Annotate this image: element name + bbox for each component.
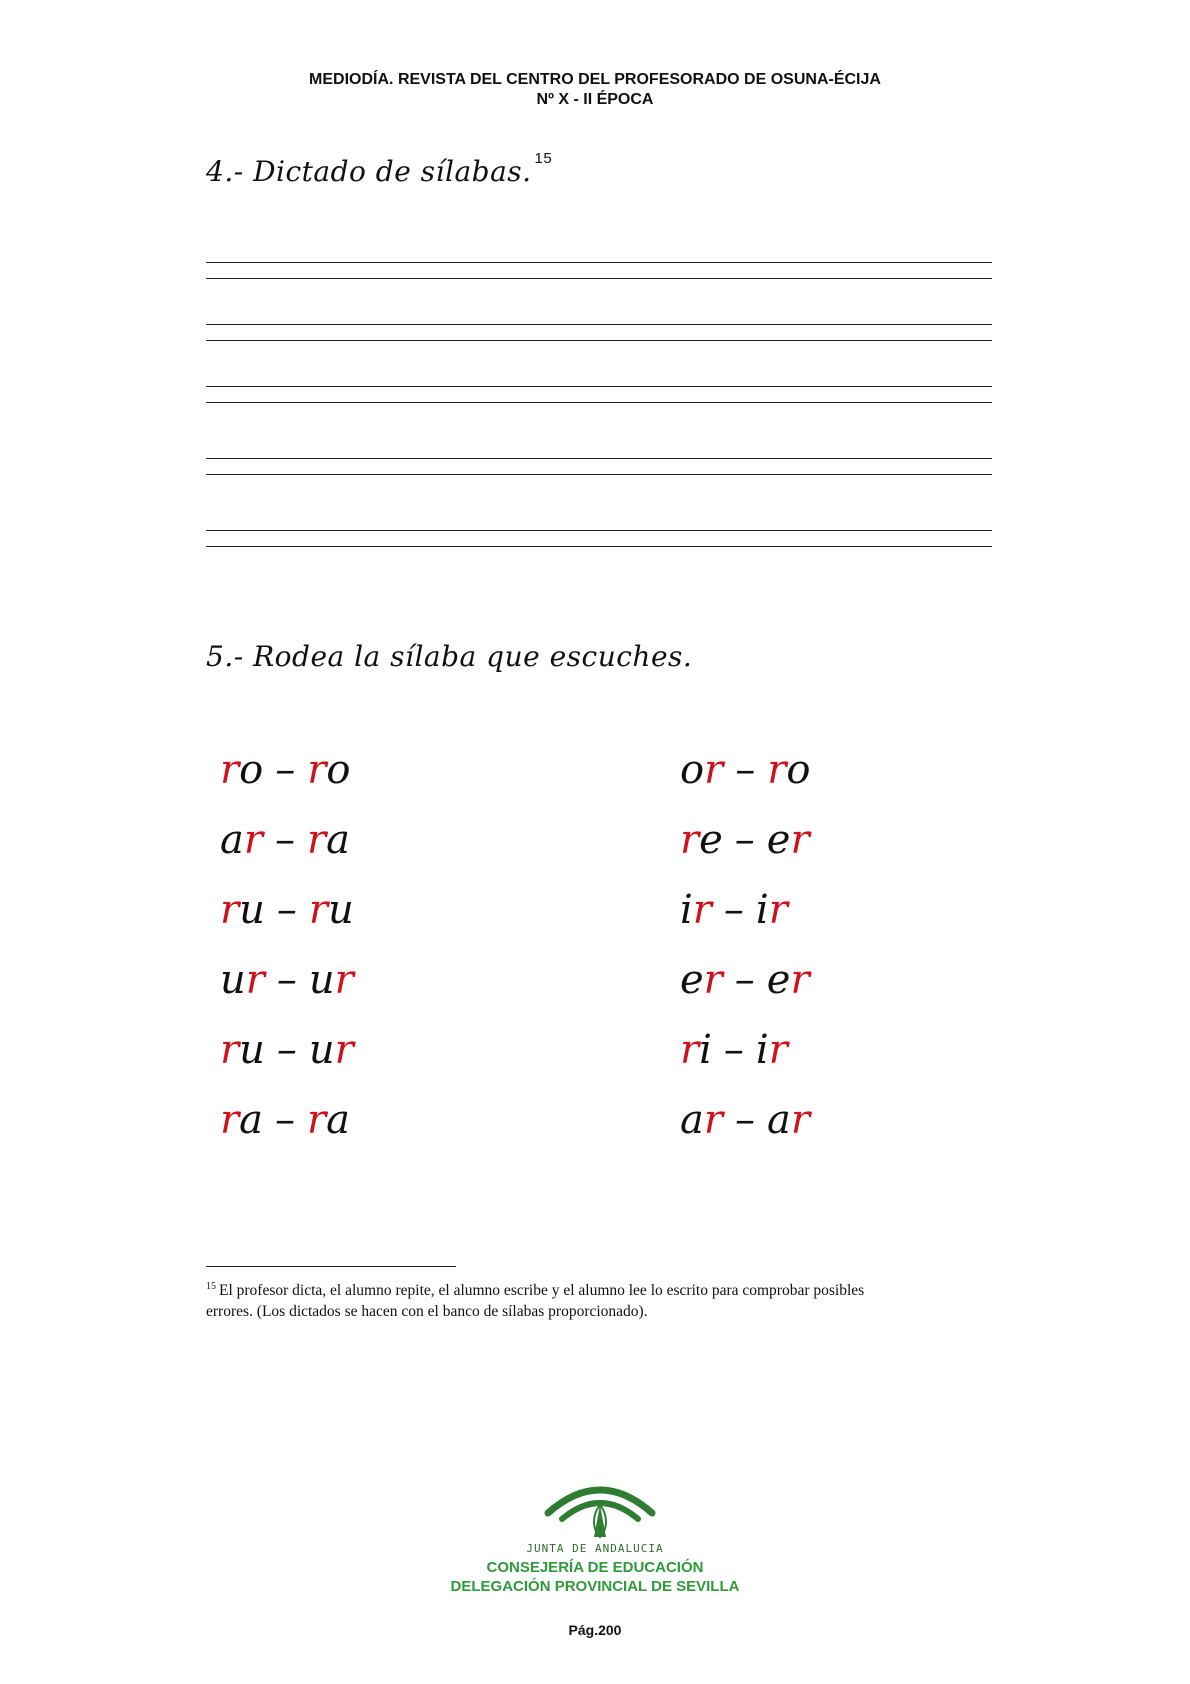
separator-dash: – bbox=[735, 747, 756, 793]
section-5-title-text: 5.- Rodea la sílaba que escuches. bbox=[206, 640, 693, 673]
separator-dash: – bbox=[734, 817, 755, 863]
letter: a bbox=[680, 1097, 704, 1143]
organization-name bbox=[0, 1558, 1190, 1596]
separator-dash: – bbox=[734, 1097, 755, 1143]
letter: a bbox=[326, 1097, 350, 1143]
section-4-title bbox=[206, 150, 552, 188]
syllable-pair-right-2 bbox=[680, 815, 810, 865]
syllable-option[interactable] bbox=[680, 887, 712, 933]
org-line-1: CONSEJERÍA DE EDUCACIÓN bbox=[486, 1559, 704, 1576]
syllable-pair-left-1 bbox=[220, 745, 350, 795]
writing-line bbox=[206, 386, 992, 387]
footnote-text: El profesor dicta, el alumno repite, el alumno escribe y el alumno lee lo escrito para comprobar posibles errores. (Los dictados se hacen con el banco de sílabas proporcionado). bbox=[206, 1282, 865, 1320]
writing-line bbox=[206, 402, 992, 403]
syllable-option[interactable] bbox=[767, 957, 810, 1003]
page-header bbox=[0, 70, 1190, 110]
highlight-letter: r bbox=[334, 1027, 354, 1073]
separator-dash: – bbox=[723, 1027, 744, 1073]
org-line-2: DELEGACIÓN PROVINCIAL DE SEVILLA bbox=[450, 1578, 740, 1595]
letter: i bbox=[755, 887, 769, 933]
letter: e bbox=[680, 957, 704, 1003]
syllable-option[interactable] bbox=[220, 887, 265, 933]
syllable-option[interactable] bbox=[307, 817, 350, 863]
writing-line bbox=[206, 340, 992, 341]
syllable-pair-left-6 bbox=[220, 1095, 350, 1145]
highlight-letter: r bbox=[680, 817, 700, 863]
syllable-option[interactable] bbox=[309, 887, 354, 933]
highlight-letter: r bbox=[790, 1097, 810, 1143]
highlight-letter: r bbox=[243, 817, 263, 863]
letter: o bbox=[326, 747, 351, 793]
letter: u bbox=[328, 887, 354, 933]
highlight-letter: r bbox=[334, 957, 354, 1003]
highlight-letter: r bbox=[220, 887, 240, 933]
syllable-option[interactable] bbox=[220, 1097, 263, 1143]
issue-number: Nº X - II ÉPOCA bbox=[536, 91, 654, 108]
footnote-divider bbox=[206, 1266, 456, 1267]
separator-dash: – bbox=[274, 817, 295, 863]
writing-line bbox=[206, 324, 992, 325]
syllable-option[interactable] bbox=[680, 1027, 712, 1073]
syllable-option[interactable] bbox=[756, 887, 788, 933]
syllable-pair-left-4 bbox=[220, 955, 354, 1005]
separator-dash: – bbox=[276, 1027, 297, 1073]
journal-title: MEDIODÍA. REVISTA DEL CENTRO DEL PROFESORADO DE OSUNA-ÉCIJA bbox=[309, 71, 881, 88]
highlight-letter: r bbox=[768, 1027, 788, 1073]
syllable-pair-right-4 bbox=[680, 955, 810, 1005]
syllable-option[interactable] bbox=[680, 1097, 723, 1143]
letter: i bbox=[755, 1027, 769, 1073]
letter: e bbox=[766, 817, 791, 863]
letter: a bbox=[766, 1097, 791, 1143]
footnote-reference: 15 bbox=[534, 150, 553, 167]
separator-dash: – bbox=[276, 887, 297, 933]
writing-line bbox=[206, 474, 992, 475]
syllable-pair-right-3 bbox=[680, 885, 788, 935]
highlight-letter: r bbox=[767, 747, 787, 793]
writing-line bbox=[206, 530, 992, 531]
separator-dash: – bbox=[274, 1097, 295, 1143]
syllable-pair-right-1 bbox=[680, 745, 810, 795]
footnote-number: 15 bbox=[206, 1281, 216, 1292]
letter: o bbox=[239, 747, 264, 793]
syllable-pair-left-3 bbox=[220, 885, 354, 935]
syllable-pair-left-2 bbox=[220, 815, 350, 865]
letter: a bbox=[220, 817, 244, 863]
section-5-title bbox=[206, 640, 692, 673]
syllable-option[interactable] bbox=[307, 1097, 350, 1143]
separator-dash: – bbox=[734, 957, 755, 1003]
syllable-option[interactable] bbox=[309, 957, 354, 1003]
syllable-option[interactable] bbox=[767, 747, 810, 793]
letter: a bbox=[239, 1097, 263, 1143]
highlight-letter: r bbox=[307, 747, 327, 793]
syllable-option[interactable] bbox=[220, 747, 263, 793]
junta-de-andalucia-logo bbox=[540, 1475, 660, 1545]
writing-line bbox=[206, 262, 992, 263]
highlight-letter: r bbox=[680, 1027, 700, 1073]
syllable-option[interactable] bbox=[220, 957, 265, 1003]
syllable-pair-right-5 bbox=[680, 1025, 788, 1075]
letter: a bbox=[326, 817, 350, 863]
letter: u bbox=[239, 1027, 265, 1073]
letter: o bbox=[680, 747, 705, 793]
highlight-letter: r bbox=[220, 1097, 240, 1143]
letter: u bbox=[308, 957, 335, 1003]
syllable-option[interactable] bbox=[767, 1097, 810, 1143]
syllable-pair-left-5 bbox=[220, 1025, 354, 1075]
section-4-title-text: 4.- Dictado de sílabas. bbox=[206, 155, 532, 188]
separator-dash: – bbox=[723, 887, 744, 933]
syllable-option[interactable] bbox=[220, 817, 263, 863]
highlight-letter: r bbox=[306, 817, 327, 863]
dictation-writing-lines bbox=[206, 262, 992, 562]
highlight-letter: r bbox=[703, 957, 723, 1003]
letter: o bbox=[786, 747, 811, 793]
highlight-letter: r bbox=[704, 747, 724, 793]
separator-dash: – bbox=[276, 957, 297, 1003]
highlight-letter: r bbox=[790, 957, 810, 1003]
logo-caption: JUNTA DE ANDALUCIA bbox=[526, 1542, 664, 1555]
highlight-letter: r bbox=[790, 817, 810, 863]
letter: u bbox=[308, 1027, 335, 1073]
highlight-letter: r bbox=[220, 747, 240, 793]
syllable-option[interactable] bbox=[767, 817, 810, 863]
letter: u bbox=[239, 887, 265, 933]
syllable-option[interactable] bbox=[309, 1027, 354, 1073]
writing-line bbox=[206, 278, 992, 279]
highlight-letter: r bbox=[306, 1097, 327, 1143]
letter: u bbox=[220, 957, 246, 1003]
syllable-option[interactable] bbox=[680, 747, 723, 793]
highlight-letter: r bbox=[692, 887, 712, 933]
page-number: Pág.200 bbox=[568, 1622, 622, 1638]
letter: e bbox=[766, 957, 791, 1003]
writing-line bbox=[206, 546, 992, 547]
letter: i bbox=[680, 887, 693, 933]
letter: i bbox=[699, 1027, 712, 1073]
highlight-letter: r bbox=[308, 887, 329, 933]
syllable-option[interactable] bbox=[680, 817, 723, 863]
footnote bbox=[206, 1276, 906, 1322]
syllable-pair-right-6 bbox=[680, 1095, 810, 1145]
highlight-letter: r bbox=[703, 1097, 723, 1143]
highlight-letter: r bbox=[768, 887, 788, 933]
writing-line bbox=[206, 458, 992, 459]
syllable-option[interactable] bbox=[220, 1027, 265, 1073]
syllable-option[interactable] bbox=[307, 747, 350, 793]
syllable-option[interactable] bbox=[756, 1027, 788, 1073]
separator-dash: – bbox=[275, 747, 296, 793]
syllable-option[interactable] bbox=[680, 957, 723, 1003]
letter: e bbox=[699, 817, 723, 863]
highlight-letter: r bbox=[245, 957, 265, 1003]
highlight-letter: r bbox=[220, 1027, 240, 1073]
